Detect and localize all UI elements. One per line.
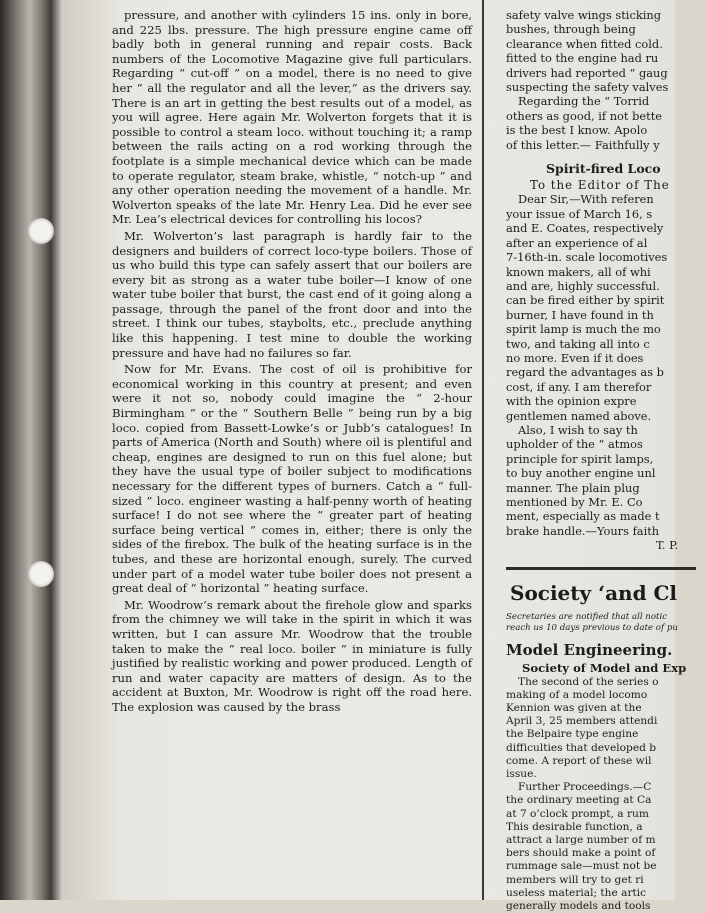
text-line: at 7 o’clock prompt, a rum [506,807,649,820]
text-line: regard the advantages as b [506,365,664,380]
text-line: Dear Sir,—With referen [518,192,654,207]
model-engineering-heading: Model Engineering. [506,640,673,659]
text-line: attract a large number of m [506,834,656,847]
text-line: fitted to the engine had ru [506,51,659,66]
text-line: Also, I wish to say th [518,422,638,437]
secretaries-note: reach us 10 days previous to date of pu [506,622,678,633]
text-line: cost, if any. I am therefor [506,379,652,394]
text-line: generally models and tools [506,900,651,913]
text-line: with the opinion expre [506,394,637,409]
text-line: difficulties that developed b [506,741,657,754]
letter-addressee: To the Editor of The [530,178,670,193]
text-line: making of a model locomo [506,688,648,701]
text-line: and E. Coates, respectively [506,221,664,236]
text-line: the Belpaire type engine [506,728,639,741]
binder-hole-top [28,218,54,244]
text-line: rummage sale—must not be [506,860,657,873]
section-divider [506,567,696,570]
text-line: April 3, 25 members attendi [506,715,658,728]
text-line: the ordinary meeting at Ca [506,794,652,807]
text-line: Kennion was given at the [506,702,642,715]
text-line: bers should make a point of [506,847,656,860]
text-line: issue. [506,768,537,781]
text-line: brake handle.—Yours faith [506,523,660,538]
text-line: burner, I have found in th [506,307,654,322]
society-report [506,676,706,913]
text-line: principle for spirit lamps, [506,451,654,466]
column-rule [482,0,484,900]
text-line: manner. The plain plug [506,480,640,495]
text-line: 7-16th-in. scale locomotives [506,250,668,265]
paragraph-3: Now for Mr. Evans. The cost of oil is prohibitive for economical working in this country at present; and even were it not so, nobody could imagine the “ 2-hour Birmingham ” or the “ Southern Belle ” being run by a big loco. copied from Bassett-Lowke’s or Jubb’s catalogues! In parts of America (North and South) where oil is plentiful and cheap, engines are designed to run on this fuel alone; but they have the usual type of boiler subject to modifications necessary for the different types of burners. Catch a “ full-sized ” loco. engineer wasting a half-penny worth of heating surface! I do not see where the “ greater part of heating surface being vertical ” comes in, either; there is only the sides of the firebox. The bulk of the heating surface is in the tubes, and these are horizontal enough, surely. The curved under part of a model water tube boiler does not present a great deal of “ horizontal ” heating surface. [112,362,472,596]
text-line: Further Proceedings.—C [518,781,652,794]
left-text-column [112,8,472,898]
text-line: is the best I know. Apolo [506,123,648,138]
paragraph-1: pressure, and another with cylinders 15 ins. only in bore, and 225 lbs. pressure. The high pressure engine came off badly both in general running and repair costs. Back numbers of the Locomotive Magazine give full particulars. Regarding “ cut-off ” on a model, there is no need to give her “ all the regulator and all the lever,” as the drivers say. There is an art in getting the best results out of a model, as you will agree. Here again Mr. Wolverton forgets that it is possible to control a steam loco. without touching it; a ramp between the rails acting on a rod working through the footplate is a simple mechanical device which can be made to operate regulator, steam brake, whistle, “ notch-up ” and any other operation needing the movement of a handle. Mr. Wolverton speaks of the late Mr. Henry Lea. Did he ever see Mr. Lea’s electrical devices for controlling his locos? [112,8,472,227]
letter-body [506,192,706,538]
text-line: others as good, if not bette [506,108,663,123]
text-line: your issue of March 16, s [506,206,653,221]
text-line: This desirable function, a [506,820,643,833]
text-line: members will try to get ri [506,873,644,886]
text-line: spirit lamp is much the mo [506,322,661,337]
text-line: upholder of the “ atmos [506,437,643,452]
text-line: after an experience of al [506,235,648,250]
continued-letter-top [506,8,706,152]
binder-hole-bottom [28,561,54,587]
text-line: ment, especially as made t [506,509,660,524]
letter-heading: Spirit-fired Loco [546,161,661,177]
secretaries-note: Secretaries are notified that all notic [506,611,668,622]
text-line: can be fired either by spirit [506,293,665,308]
text-line: Regarding the “ Torrid [518,94,650,109]
text-line: useless material; the artic [506,886,647,899]
text-line: two, and taking all into c [506,336,650,351]
society-subheading: Society of Model and Exp [522,660,687,675]
paragraph-4: Mr. Woodrow’s remark about the firehole glow and sparks from the chimney we will take in the spirit in which it was written, but I can assure Mr. Woodrow that the trouble taken to make the “ real loco. boiler ” in miniature is fully justified by realistic working and power produced. Length of run and water capacity are matters of design. As to the accident at Buxton, Mr. Woodrow is right off the road here. The explosion was caused by the brass [112,597,472,714]
text-line: known makers, all of whi [506,264,651,279]
text-line: mentioned by Mr. E. Co [506,495,643,509]
text-line: of this letter.— Faithfully y [506,137,660,152]
text-line: no more. Even if it does [506,350,644,365]
text-line: come. A report of these wil [506,754,652,767]
right-text-column [506,8,706,913]
text-line: to buy another engine unl [506,466,656,481]
text-line: The second of the series o [518,675,659,688]
text-line: gentlemen named above. [506,408,652,423]
text-line: and are, highly successful. [506,278,660,293]
text-line: drivers had reported “ gaug [506,65,668,80]
letter-signature: T. P. [656,538,679,553]
book-binding [0,0,62,900]
text-line: safety valve wings sticking [506,8,661,22]
text-line: clearance when fitted cold. [506,36,663,51]
text-line: suspecting the safety valves [506,80,669,95]
society-section-heading: Society ‘and Cl [510,580,678,605]
paragraph-2: Mr. Wolverton’s last paragraph is hardly fair to the designers and builders of correct loco-type boilers. Those of us who build this type can safely assert that our boilers are every bit as strong as a water tube boiler—I know of one water tube boiler that burst, the cast end of it going along a passage, through the panel of the front door and into the street. I think our tubes, staybolts, etc., preclude anything like this happening. I test mine to double the working pressure and have had no failures so far. [112,228,472,360]
text-line: bushes, through being [506,22,636,37]
